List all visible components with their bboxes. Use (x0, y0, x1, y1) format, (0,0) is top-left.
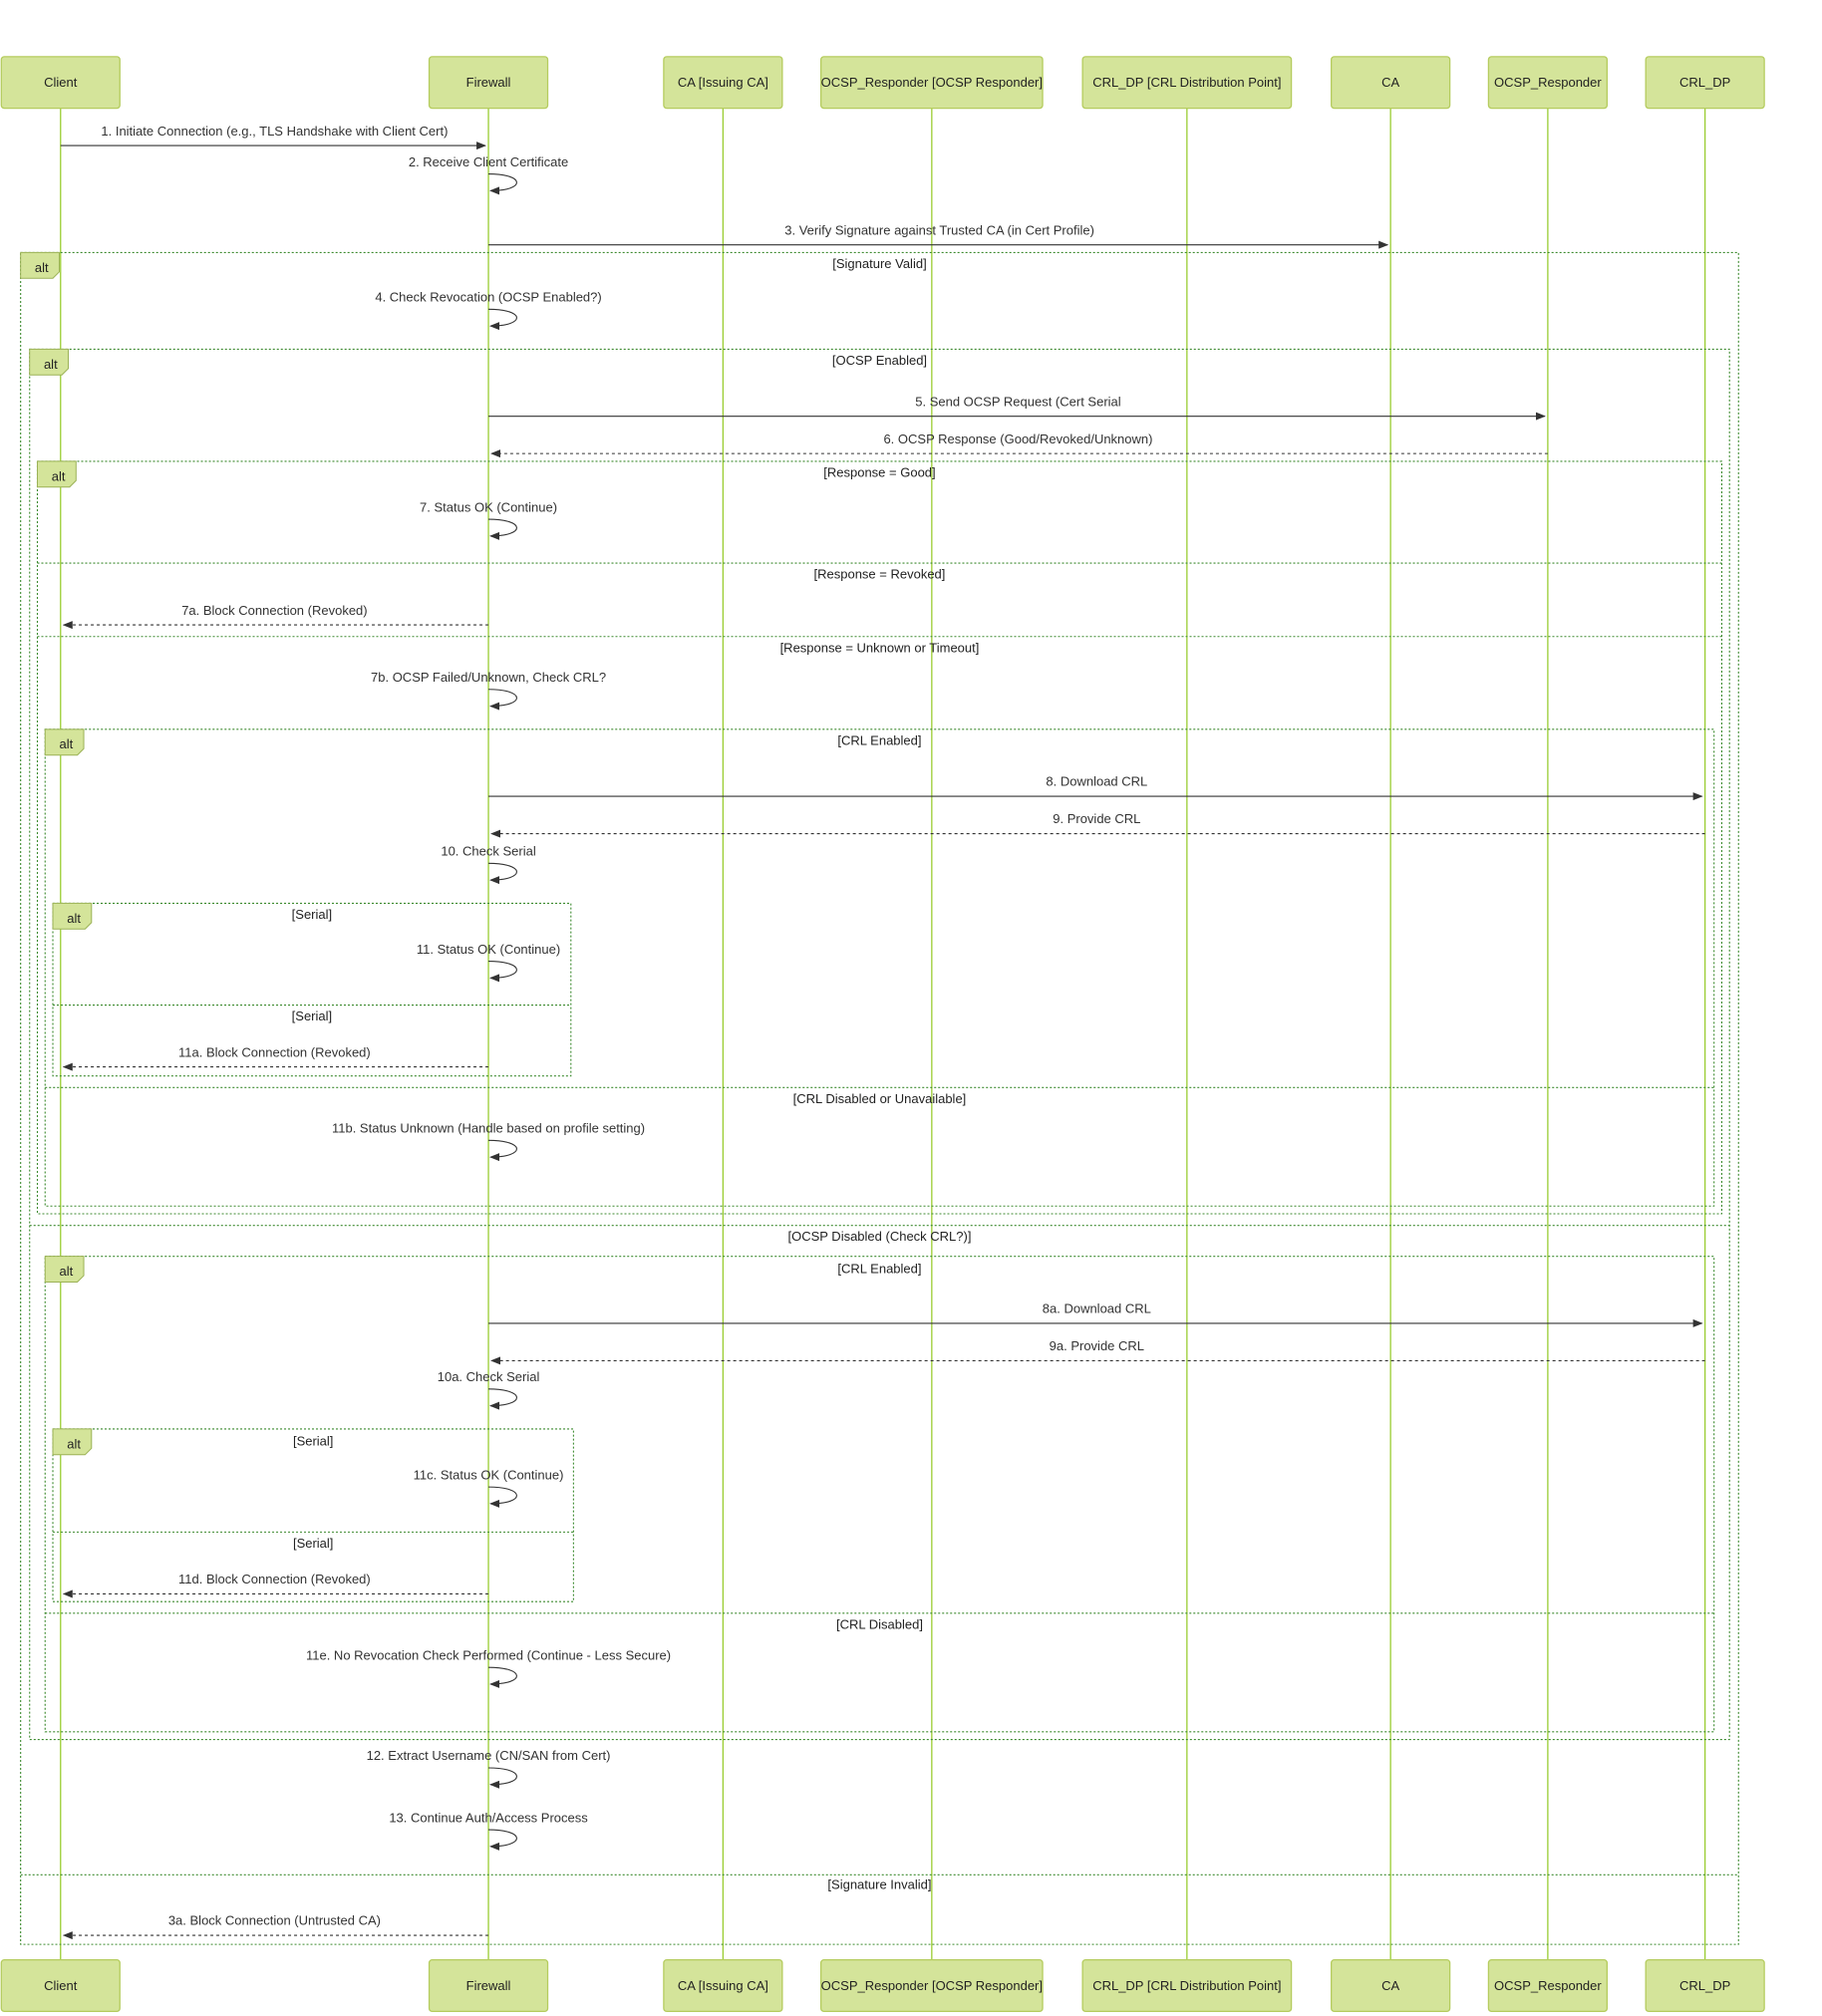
message-label: 11b. Status Unknown (Handle based on profile setting) (331, 1120, 646, 1136)
alt-fragment (45, 729, 1713, 1206)
participant-label: CRL_DP [CRL Distribution Point] (1092, 1977, 1282, 1993)
fragment-guard: [Response = Revoked] (813, 566, 946, 582)
participant-label: CRL_DP (1678, 1977, 1731, 1993)
self-message-arrow (488, 1667, 516, 1684)
self-message-arrow (488, 1830, 516, 1847)
participant-crl_dp_full-bottom (1082, 1960, 1291, 2012)
fragment-border (45, 729, 1713, 1206)
message (64, 603, 488, 625)
fragment-tag-label: alt (67, 910, 81, 926)
message-label: 8. Download CRL (1046, 773, 1148, 789)
message-label: 9a. Provide CRL (1049, 1338, 1145, 1354)
self-message-arrow (488, 1389, 516, 1406)
message (491, 811, 1705, 833)
participant-ocsp_responder-bottom (1488, 1960, 1607, 2012)
message (64, 1913, 488, 1935)
participant-firewall-bottom (430, 1960, 548, 2012)
fragment-guard: [Serial] (292, 1535, 334, 1551)
message-label: 10. Check Serial (441, 843, 536, 859)
participant-client-top (1, 57, 120, 109)
self-message-arrow (488, 519, 516, 536)
participant-label: Client (44, 75, 78, 91)
participant-crl_dp_full-top (1082, 57, 1291, 109)
self-message-arrow (488, 309, 516, 326)
participant-label: CA [Issuing CA] (677, 75, 768, 91)
fragment-border (45, 1257, 1713, 1732)
self-message-arrow (488, 962, 516, 979)
fragment-guard: [CRL Enabled] (837, 1261, 922, 1277)
self-message-arrow (488, 690, 516, 707)
message-label: 11d. Block Connection (Revoked) (178, 1572, 371, 1587)
fragment-guard: [Response = Unknown or Timeout] (779, 640, 980, 656)
participant-label: CA (1381, 75, 1400, 91)
fragment-guard: [Signature Invalid] (827, 1876, 932, 1892)
message (488, 222, 1387, 244)
participant-label: Firewall (465, 75, 511, 91)
message-label: 6. OCSP Response (Good/Revoked/Unknown) (883, 431, 1153, 446)
fragment-tag-label: alt (43, 356, 58, 372)
self-message-arrow (488, 174, 516, 191)
participant-crl_dp-top (1646, 57, 1764, 109)
fragment-guard: [CRL Disabled] (835, 1616, 923, 1632)
message-label: 7b. OCSP Failed/Unknown, Check CRL? (371, 669, 607, 685)
fragment-tag-label: alt (59, 1264, 74, 1280)
message-label: 8a. Download CRL (1042, 1300, 1151, 1316)
participant-label: OCSP_Responder [OCSP Responder] (820, 75, 1044, 91)
self-message-arrow (488, 1487, 516, 1504)
participant-issuing_ca-top (664, 57, 782, 109)
participant-ocsp_responder-top (1488, 57, 1607, 109)
fragment-guard: [Serial] (291, 1008, 333, 1024)
message-label: 7a. Block Connection (Revoked) (181, 602, 368, 618)
fragment-guard: [OCSP Enabled] (831, 352, 928, 368)
participant-firewall-top (430, 57, 548, 109)
self-message-arrow (488, 1768, 516, 1785)
self-message-arrow (488, 1140, 516, 1157)
participant-issuing_ca-bottom (664, 1960, 782, 2012)
fragment-guard: [Serial] (292, 1433, 334, 1449)
participant-label: CRL_DP (1678, 75, 1731, 91)
participant-label: OCSP_Responder (1494, 1977, 1602, 1993)
participant-client-bottom (1, 1960, 120, 2012)
message-label: 2. Receive Client Certificate (408, 153, 569, 169)
participant-label: CA (1381, 1977, 1400, 1993)
participant-crl_dp-bottom (1646, 1960, 1764, 2012)
participant-ocsp_responder_full-top (821, 57, 1043, 109)
message (491, 1338, 1705, 1360)
self-message-arrow (488, 863, 516, 880)
message (488, 394, 1545, 416)
participants (1, 57, 1764, 2011)
participant-ocsp_responder_full-bottom (821, 1960, 1043, 2012)
message-label: 9. Provide CRL (1053, 811, 1141, 827)
message-label: 13. Continue Auth/Access Process (389, 1810, 588, 1826)
message-label: 4. Check Revocation (OCSP Enabled?) (375, 289, 602, 305)
message (491, 432, 1548, 453)
fragment-tag-label: alt (34, 259, 49, 275)
message-label: 3. Verify Signature against Trusted CA (in Cert Profile) (784, 222, 1094, 238)
message-label: 11. Status OK (Continue) (416, 941, 561, 957)
participant-label: Client (44, 1977, 78, 1993)
participant-label: OCSP_Responder (1494, 75, 1602, 91)
fragment-guard: [Signature Valid] (832, 255, 927, 271)
participant-ca-top (1332, 57, 1450, 109)
fragment-guard: [Response = Good] (823, 464, 936, 480)
participant-label: CRL_DP [CRL Distribution Point] (1092, 75, 1282, 91)
messages (61, 124, 1705, 1935)
fragment-guard: [CRL Disabled or Unavailable] (792, 1090, 967, 1106)
fragment-guard: [CRL Enabled] (837, 732, 922, 748)
fragments (21, 252, 1739, 1944)
participant-label: OCSP_Responder [OCSP Responder] (820, 1977, 1044, 1993)
lifelines (61, 109, 1705, 1960)
message-label: 11c. Status OK (Continue) (413, 1467, 564, 1483)
message-label: 1. Initiate Connection (e.g., TLS Handshake with Client Cert) (101, 123, 449, 139)
message-label: 5. Send OCSP Request (Cert Serial (915, 394, 1121, 410)
fragment-guard: [OCSP Disabled (Check CRL?)] (787, 1229, 972, 1245)
fragment-tag-label: alt (67, 1436, 81, 1452)
message-label: 7. Status OK (Continue) (420, 499, 558, 515)
message-label: 3a. Block Connection (Untrusted CA) (167, 1912, 381, 1928)
participant-label: CA [Issuing CA] (677, 1977, 768, 1993)
message (488, 1301, 1702, 1323)
message-label: 11e. No Revocation Check Performed (Continue - Less Secure) (305, 1647, 672, 1663)
message (488, 774, 1702, 796)
participant-ca-bottom (1332, 1960, 1450, 2012)
message-label: 11a. Block Connection (Revoked) (178, 1044, 371, 1060)
participant-label: Firewall (465, 1977, 511, 1993)
fragment-guard: [Serial] (291, 906, 333, 922)
message (64, 1572, 488, 1593)
message-label: 12. Extract Username (CN/SAN from Cert) (366, 1748, 611, 1764)
alt-fragment (45, 1257, 1713, 1732)
fragment-tag-label: alt (51, 468, 66, 484)
message (64, 1044, 488, 1066)
fragment-tag-label: alt (59, 736, 74, 752)
message (61, 124, 485, 145)
message-label: 10a. Check Serial (437, 1369, 540, 1385)
